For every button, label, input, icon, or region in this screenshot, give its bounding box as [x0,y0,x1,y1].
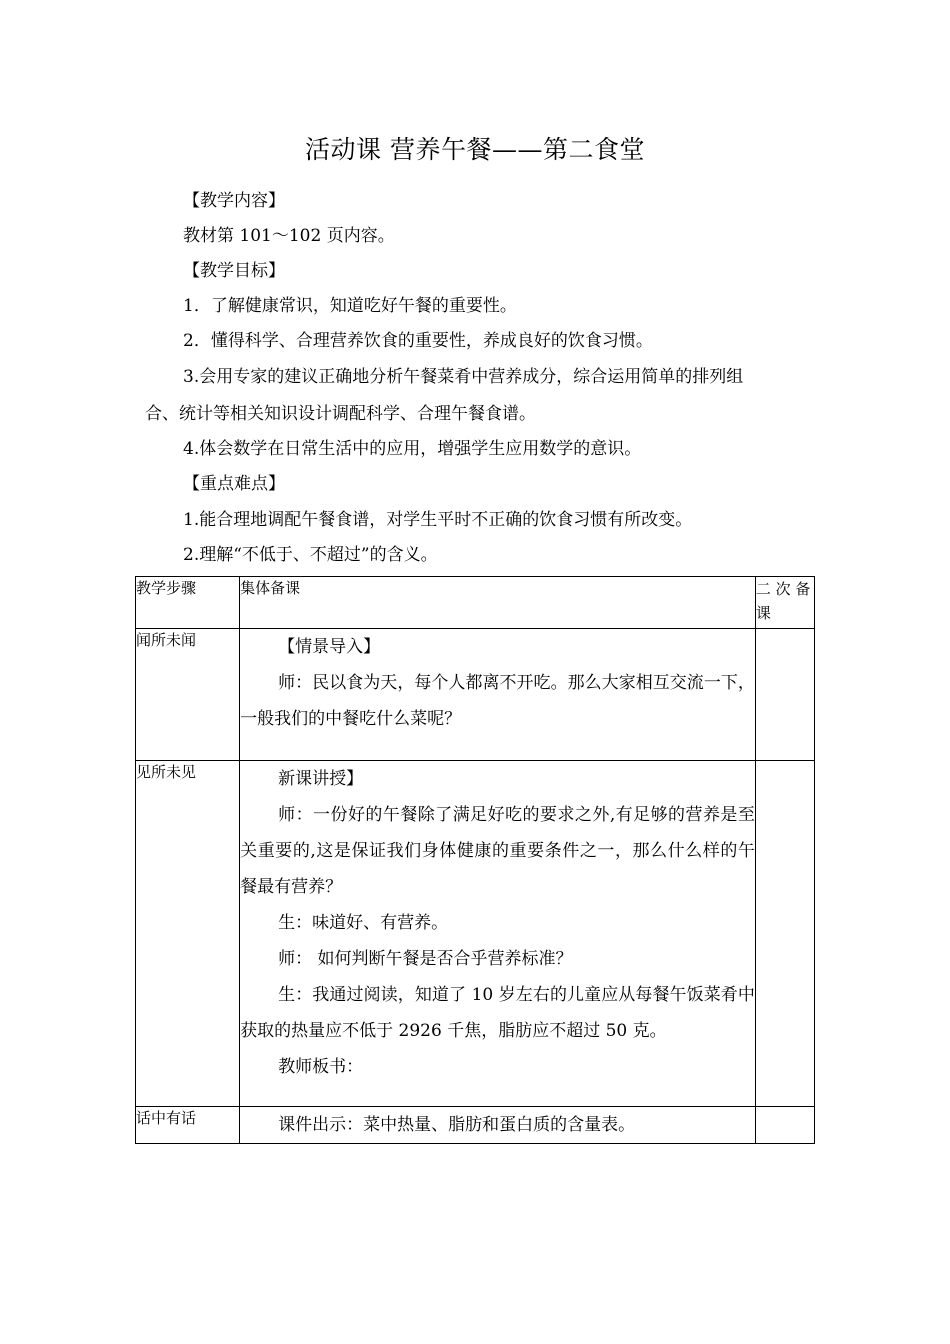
header-group-prep: 集体备课 [240,577,756,629]
row-paragraph: 【情景导入】 [278,637,381,657]
row-content [240,761,756,1107]
row-paragraph: 课件出示：菜中热量、脂肪和蛋白质的含量表。 [278,1115,636,1135]
key-point-item: 2.理解“不低于、不超过”的含义。 [183,545,438,565]
row-content [240,629,756,761]
step-label: 闻所未闻 [136,629,240,761]
goal-item: 1．了解健康常识，知道吃好午餐的重要性。 [183,296,517,316]
row-paragraph: 新课讲授】 [278,769,364,789]
key-point-item: 1.能合理地调配午餐食谱，对学生平时不正确的饮食习惯有所改变。 [183,510,693,530]
section-heading-key-points: 【重点难点】 [183,474,285,494]
row-paragraph: 教师板书： [278,1057,364,1077]
row-paragraph: 师： 如何判断午餐是否合乎营养标准？ [278,949,573,969]
row-content [240,1107,756,1144]
goal-item: 3.会用专家的建议正确地分析午餐菜肴中营养成分，综合运用简单的排列组 [183,367,744,387]
row-paragraph: 生：我通过阅读，知道了 10 岁左右的儿童应从每餐午饭菜肴中获取的热量应不低于 2926 千焦，脂肪应不超过 50 克。 [240,985,755,1041]
table-header-row [136,577,815,629]
second-prep-cell [755,1107,814,1144]
goal-item-continued: 合、统计等相关知识设计调配科学、合理午餐食谱。 [145,404,536,424]
row-paragraph: 师：民以食为天，每个人都离不开吃。那么大家相互交流一下，一般我们的中餐吃什么菜呢？ [240,673,755,729]
lesson-plan-table [135,576,815,1144]
second-prep-cell [755,629,814,761]
table-row [136,761,815,1107]
table-row [136,1107,815,1144]
row-paragraph: 生：味道好、有营养。 [278,913,449,933]
step-label: 见所未见 [136,761,240,1107]
section-heading-content: 【教学内容】 [183,191,285,211]
step-label: 话中有话 [136,1107,240,1144]
goal-item: 4.体会数学在日常生活中的应用，增强学生应用数学的意识。 [183,439,642,459]
section-heading-goals: 【教学目标】 [183,261,285,281]
header-step: 教学步骤 [136,577,240,629]
second-prep-cell [755,761,814,1107]
goal-item: 2．懂得科学、合理营养饮食的重要性，养成良好的饮食习惯。 [183,331,653,351]
content-text: 教材第 101～102 页内容。 [183,226,395,246]
header-second-prep: 二 次 备课 [755,577,814,629]
document-title: 活动课 营养午餐——第二食堂 [305,135,645,164]
row-paragraph: 师：一份好的午餐除了满足好吃的要求之外,有足够的营养是至关重要的,这是保证我们身体健康的重要条件之一，那么什么样的午餐最有营养？ [240,805,755,897]
table-row [136,629,815,761]
